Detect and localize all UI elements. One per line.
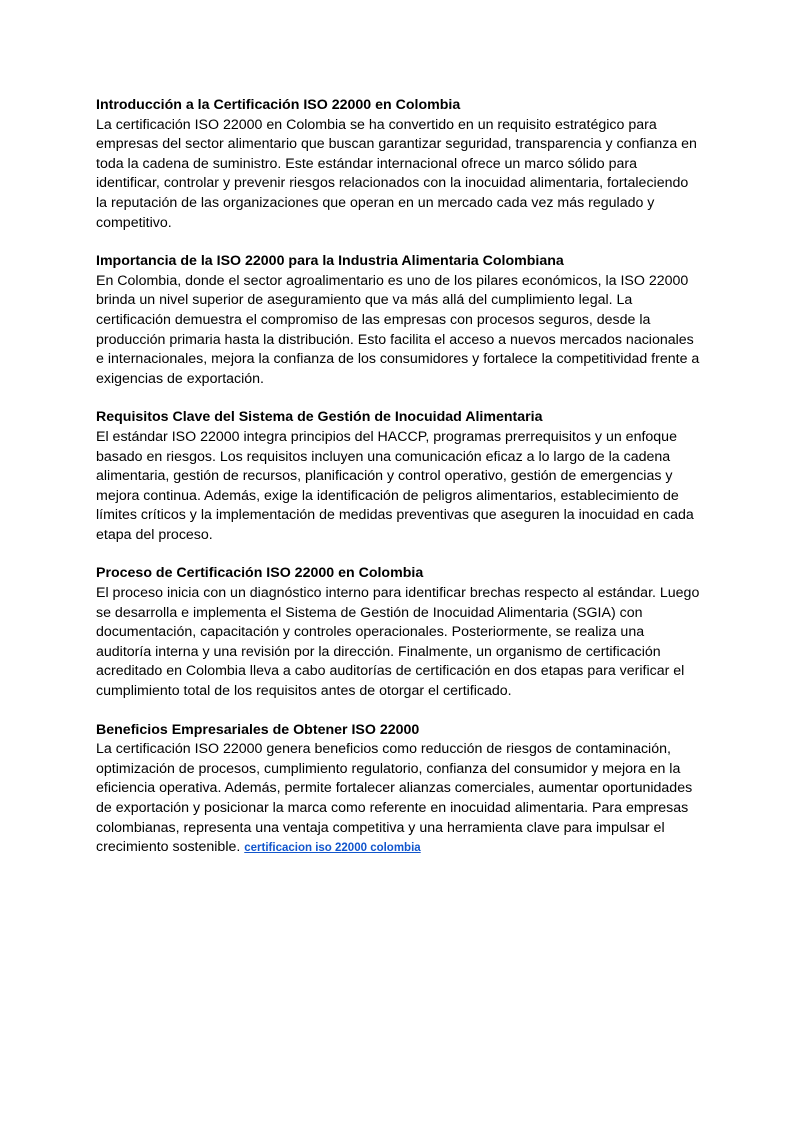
certification-link[interactable]: certificacion iso 22000 colombia	[244, 842, 421, 855]
section-heading: Importancia de la ISO 22000 para la Industria Alimentaria Colombiana	[96, 253, 564, 270]
section-beneficios	[96, 721, 700, 859]
section-heading: Introducción a la Certificación ISO 22000 en Colombia	[96, 97, 461, 113]
document-page	[96, 96, 700, 878]
section-heading: Beneficios Empresariales de Obtener ISO 22000	[96, 721, 420, 738]
section-paragraph: En Colombia, donde el sector agroalimentario es uno de los pilares económicos, la ISO 22000 brinda un nivel superior de aseguramiento que va más allá del cumplimiento legal. La certificación demuestra el compromiso de las empresas con procesos seguros, desde la producción primaria hasta la distribución. Esto facilita el acceso a nuevos mercados nacionales e internacionales, mejora la confianza de los consumidores y fortalece la competitividad frente a exigencias de exportación.	[96, 272, 700, 387]
section-heading: Proceso de Certificación ISO 22000 en Colombia	[96, 565, 424, 582]
section-requisitos	[96, 408, 700, 545]
section-paragraph: La certificación ISO 22000 en Colombia se ha convertido en un requisito estratégico para empresas del sector alimentario que buscan garantizar seguridad, transparencia y confianza en toda la cadena de suministro. Este estándar internacional ofrece un marco sólido para identificar, controlar y prevenir riesgos relacionados con la inocuidad alimentaria, fortaleciendo la reputación de las organizaciones que operan en un mercado cada vez más regulado y competitivo.	[96, 116, 697, 231]
section-introduccion	[96, 96, 700, 233]
section-paragraph-with-link	[96, 740, 700, 859]
section-paragraph-text: La certificación ISO 22000 genera beneficios como reducción de riesgos de contaminación, optimización de procesos, cumplimiento regulatorio, confianza del consumidor y mejora en la eficiencia operativa. Además, permite fortalecer alianzas comerciales, aumentar oportunidades de exportación y posicionar la marca como referente en inocuidad alimentaria. Para empresas colombianas, representa una ventaja competitiva y una herramienta clave para impulsar el crecimiento sostenible.	[96, 741, 693, 856]
section-proceso	[96, 564, 700, 701]
section-paragraph: El estándar ISO 22000 integra principios del HACCP, programas prerrequisitos y un enfoque basado en riesgos. Los requisitos incluyen una comunicación eficaz a lo largo de la cadena alimentaria, gestión de recursos, planificación y control operativo, gestión de emergencias y mejora continua. Además, exige la identificación de peligros alimentarios, establecimiento de límites críticos y la implementación de medidas preventivas que aseguren la inocuidad en cada etapa del proceso.	[96, 428, 694, 543]
section-importancia	[96, 252, 700, 389]
section-paragraph: El proceso inicia con un diagnóstico interno para identificar brechas respecto al estándar. Luego se desarrolla e implementa el Sistema de Gestión de Inocuidad Alimentaria (SGIA) con documentación, capacitación y controles operacionales. Posteriormente, se realiza una auditoría interna y una revisión por la dirección. Finalmente, un organismo de certificación acreditado en Colombia lleva a cabo auditorías de certificación en dos etapas para verificar el cumplimiento total de los requisitos antes de otorgar el certificado.	[96, 585, 700, 700]
section-heading: Requisitos Clave del Sistema de Gestión de Inocuidad Alimentaria	[96, 409, 543, 426]
